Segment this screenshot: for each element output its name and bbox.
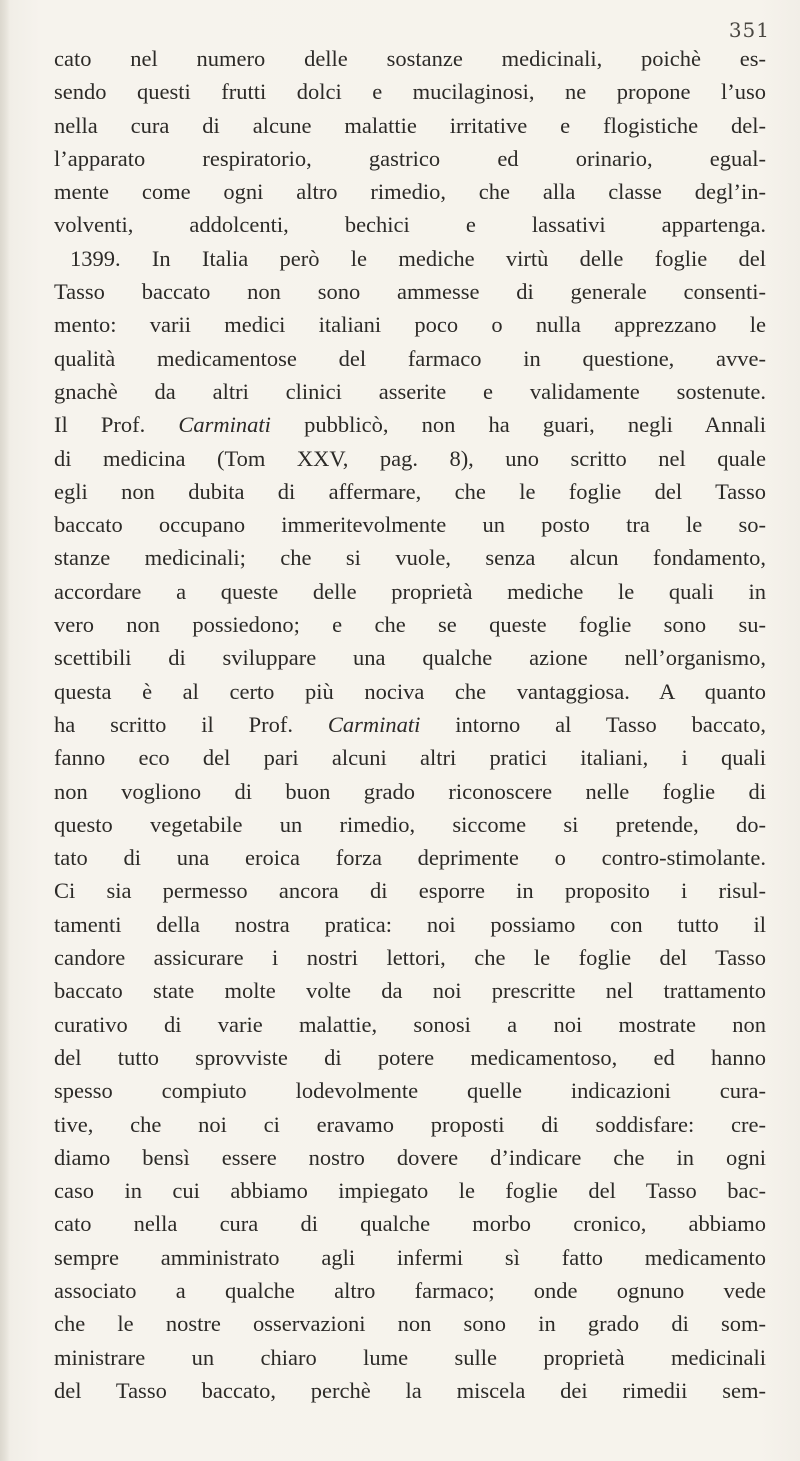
text-line: del tutto sprovviste di potere medicamentoso, ed hanno: [54, 1044, 766, 1070]
text-line: Ci sia permesso ancora di esporre in proposito i risul-: [54, 878, 766, 904]
text-line: spesso compiuto lodevolmente quelle indicazioni cura-: [54, 1078, 766, 1104]
text-line: [54, 708, 766, 741]
text-line: egli non dubita di affermare, che le foglie del Tasso: [54, 478, 766, 504]
text-line: non vogliono di buon grado riconoscere nelle foglie di: [54, 778, 766, 804]
text-line: questa è al certo più nociva che vantaggiosa. A quanto: [54, 678, 766, 704]
text-line: ministrare un chiaro lume sulle proprietà medicinali: [54, 1344, 766, 1370]
text-line: l’apparato respiratorio, gastrico ed orinario, egual-: [54, 145, 766, 171]
text-line: mente come ogni altro rimedio, che alla classe degl’in-: [54, 179, 766, 205]
text-line: cato nel numero delle sostanze medicinali, poichè es-: [54, 46, 766, 71]
text-line: questo vegetabile un rimedio, siccome si pretende, do-: [54, 811, 766, 837]
text-line: stanze medicinali; che si vuole, senza alcun fondamento,: [54, 545, 766, 571]
text-line: volventi, addolcenti, bechici e lassativi appartenga.: [54, 212, 766, 238]
text-line: sendo questi frutti dolci e mucilaginosi, ne propone l’uso: [54, 79, 766, 105]
text-line: scettibili di sviluppare una qualche azione nell’organismo,: [54, 645, 766, 671]
author-name: Carminati: [178, 412, 271, 438]
text-line: curativo di varie malattie, sonosi a noi mostrate non: [54, 1011, 766, 1037]
text-line: associato a qualche altro farmaco; onde ognuno vede: [54, 1277, 766, 1303]
text-line: fanno eco del pari alcuni altri pratici italiani, i quali: [54, 745, 766, 771]
text-line: diamo bensì essere nostro dovere d’indicare che in ogni: [54, 1144, 766, 1170]
text-line: tive, che noi ci eravamo proposti di soddisfare: cre-: [54, 1111, 766, 1137]
text-line: candore assicurare i nostri lettori, che le foglie del Tasso: [54, 945, 766, 971]
text-fragment: intorno al Tasso baccato,: [420, 711, 766, 737]
page-gutter-shadow: [0, 0, 10, 1461]
text-fragment: pubblicò, non ha guari, negli Annali: [270, 412, 766, 438]
text-line: che le nostre osservazioni non sono in grado di som-: [54, 1311, 766, 1337]
text-line: gnachè da altri clinici asserite e validamente sostenute.: [54, 378, 766, 404]
text-fragment: Il Prof.: [54, 412, 179, 438]
text-line: tamenti della nostra pratica: noi possiamo con tutto il: [54, 911, 766, 937]
body-text: [54, 42, 766, 1407]
text-line: 1399. In Italia però le mediche virtù delle foglie del: [70, 245, 766, 271]
text-line: baccato state molte volte da noi prescritte nel trattamento: [54, 978, 766, 1004]
text-line: vero non possiedono; e che se queste foglie sono su-: [54, 612, 766, 638]
text-line: cato nella cura di qualche morbo cronico, abbiamo: [54, 1211, 766, 1237]
text-line: mento: varii medici italiani poco o nulla apprezzano le: [54, 312, 766, 338]
author-name: Carminati: [327, 711, 421, 737]
text-line: nella cura di alcune malattie irritative e flogistiche del-: [54, 112, 766, 138]
text-line: Tasso baccato non sono ammesse di generale consenti-: [54, 279, 766, 305]
text-line: caso in cui abbiamo impiegato le foglie del Tasso bac-: [54, 1178, 766, 1204]
text-line: [54, 408, 766, 441]
text-fragment: ha scritto il Prof.: [54, 711, 328, 737]
page-number: 351: [728, 18, 770, 42]
text-line: qualità medicamentose del farmaco in questione, avve-: [54, 345, 766, 371]
text-line: baccato occupano immeritevolmente un posto tra le so-: [54, 512, 766, 538]
text-line: accordare a queste delle proprietà mediche le quali in: [54, 578, 766, 604]
text-line: tato di una eroica forza deprimente o contro-stimolante.: [54, 845, 766, 871]
text-line: del Tasso baccato, perchè la miscela dei rimedii sem-: [54, 1377, 766, 1403]
text-line: sempre amministrato agli infermi sì fatto medicamento: [54, 1244, 766, 1270]
text-line: di medicina (Tom XXV, pag. 8), uno scritto nel quale: [54, 445, 766, 471]
